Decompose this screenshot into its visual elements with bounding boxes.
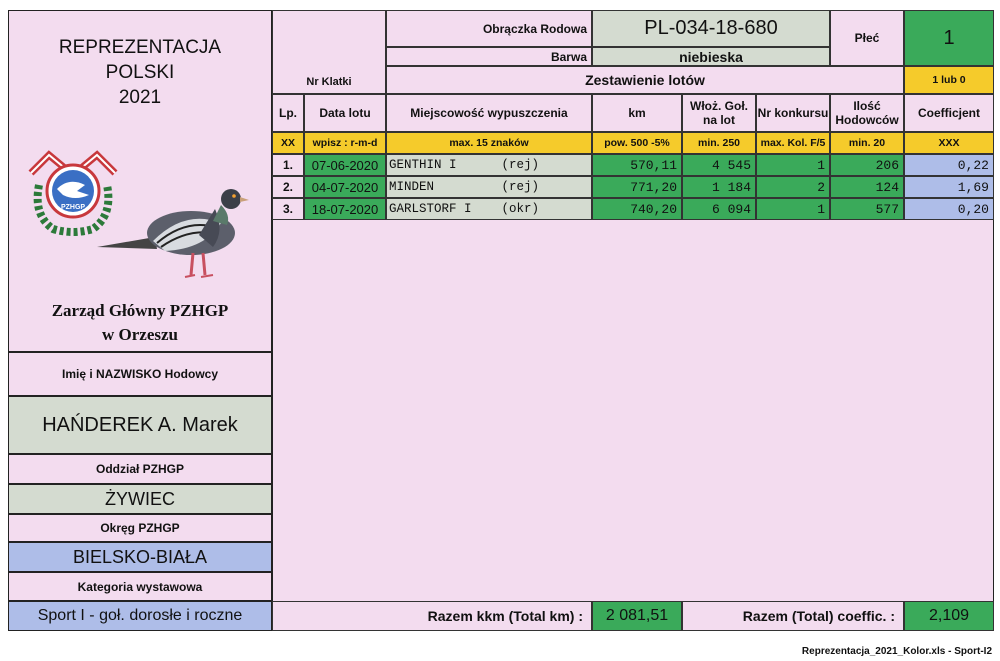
- row-3-lp: 3.: [272, 198, 304, 220]
- district-label: Okręg PZHGP: [8, 514, 272, 542]
- row-3-km[interactable]: 740,20: [592, 198, 682, 220]
- pigeon-icon: [95, 175, 251, 283]
- ring-number-field[interactable]: PL-034-18-680: [592, 10, 830, 47]
- hint-birds: min. 250: [682, 132, 756, 154]
- title-line-1: REPREZENTACJA: [58, 37, 222, 58]
- branch-label: Oddział PZHGP: [8, 454, 272, 484]
- organization-name: [9, 299, 271, 347]
- category-field[interactable]: Sport I - goł. dorosłe i roczne: [8, 601, 272, 631]
- hint-breeders: min. 20: [830, 132, 904, 154]
- row-2-lp: 2.: [272, 176, 304, 198]
- org-line-1: Zarząd Główny PZHGP: [51, 301, 229, 320]
- row-3-coef: 0,20: [904, 198, 994, 220]
- document-title: [9, 35, 271, 110]
- row-1-km[interactable]: 570,11: [592, 154, 682, 176]
- title-line-3: 2021: [118, 87, 162, 108]
- color-label: Barwa: [386, 47, 592, 66]
- row-2-contest[interactable]: 2: [756, 176, 830, 198]
- row-3-birds[interactable]: 6 094: [682, 198, 756, 220]
- row-1-place[interactable]: GENTHIN I (rej): [386, 154, 592, 176]
- hint-coef: XXX: [904, 132, 994, 154]
- category-label: Kategoria wystawowa: [8, 572, 272, 601]
- col-header-birds: Włoż. Goł. na lot: [682, 94, 756, 132]
- row-2-date[interactable]: 04-07-2020: [304, 176, 386, 198]
- col-header-coef: Coefficjent: [904, 94, 994, 132]
- emblem-text: PZHGP: [60, 204, 86, 211]
- total-coef-label: Razem (Total) coeffic. :: [682, 601, 904, 631]
- row-1-birds[interactable]: 4 545: [682, 154, 756, 176]
- left-panel-header: [8, 10, 272, 352]
- sex-field[interactable]: 1: [904, 10, 994, 66]
- ring-label: Obrączka Rodowa: [386, 10, 592, 47]
- hint-contest: max. Kol. F/5: [756, 132, 830, 154]
- sex-hint: 1 lub 0: [904, 66, 994, 94]
- district-field[interactable]: BIELSKO-BIAŁA: [8, 542, 272, 572]
- row-2-km[interactable]: 771,20: [592, 176, 682, 198]
- col-header-breeders: Ilość Hodowców: [830, 94, 904, 132]
- cage-number-label: Nr Klatki: [272, 10, 386, 94]
- col-header-lp: Lp.: [272, 94, 304, 132]
- row-1-contest[interactable]: 1: [756, 154, 830, 176]
- hint-lp: XX: [272, 132, 304, 154]
- col-header-contest: Nr konkursu: [756, 94, 830, 132]
- col-header-date: Data lotu: [304, 94, 386, 132]
- file-footer: Reprezentacja_2021_Kolor.xls - Sport-I2: [801, 646, 992, 657]
- hint-km: pow. 500 -5%: [592, 132, 682, 154]
- total-coef-value: 2,109: [904, 601, 994, 631]
- row-3-breeders[interactable]: 577: [830, 198, 904, 220]
- row-3-date[interactable]: 18-07-2020: [304, 198, 386, 220]
- col-header-km: km: [592, 94, 682, 132]
- hint-date: wpisz : r-m-d: [304, 132, 386, 154]
- hint-place: max. 15 znaków: [386, 132, 592, 154]
- row-2-place[interactable]: MINDEN (rej): [386, 176, 592, 198]
- row-1-date[interactable]: 07-06-2020: [304, 154, 386, 176]
- branch-field[interactable]: ŻYWIEC: [8, 484, 272, 514]
- row-3-place[interactable]: GARLSTORF I (okr): [386, 198, 592, 220]
- row-2-coef: 1,69: [904, 176, 994, 198]
- flights-summary-title: Zestawienie lotów: [386, 66, 904, 94]
- title-line-2: POLSKI: [105, 62, 175, 83]
- sex-label: Płeć: [830, 10, 904, 66]
- row-1-lp: 1.: [272, 154, 304, 176]
- row-1-breeders[interactable]: 206: [830, 154, 904, 176]
- col-header-place: Miejscowość wypuszczenia: [386, 94, 592, 132]
- row-1-coef: 0,22: [904, 154, 994, 176]
- breeder-name-field[interactable]: HAŃDEREK A. Marek: [8, 396, 272, 454]
- row-2-breeders[interactable]: 124: [830, 176, 904, 198]
- color-field[interactable]: niebieska: [592, 47, 830, 66]
- total-km-value: 2 081,51: [592, 601, 682, 631]
- breeder-label: Imię i NAZWISKO Hodowcy: [8, 352, 272, 396]
- row-2-birds[interactable]: 1 184: [682, 176, 756, 198]
- row-3-contest[interactable]: 1: [756, 198, 830, 220]
- total-km-label: Razem kkm (Total km) :: [272, 601, 592, 631]
- org-line-2: w Orzeszu: [101, 325, 178, 344]
